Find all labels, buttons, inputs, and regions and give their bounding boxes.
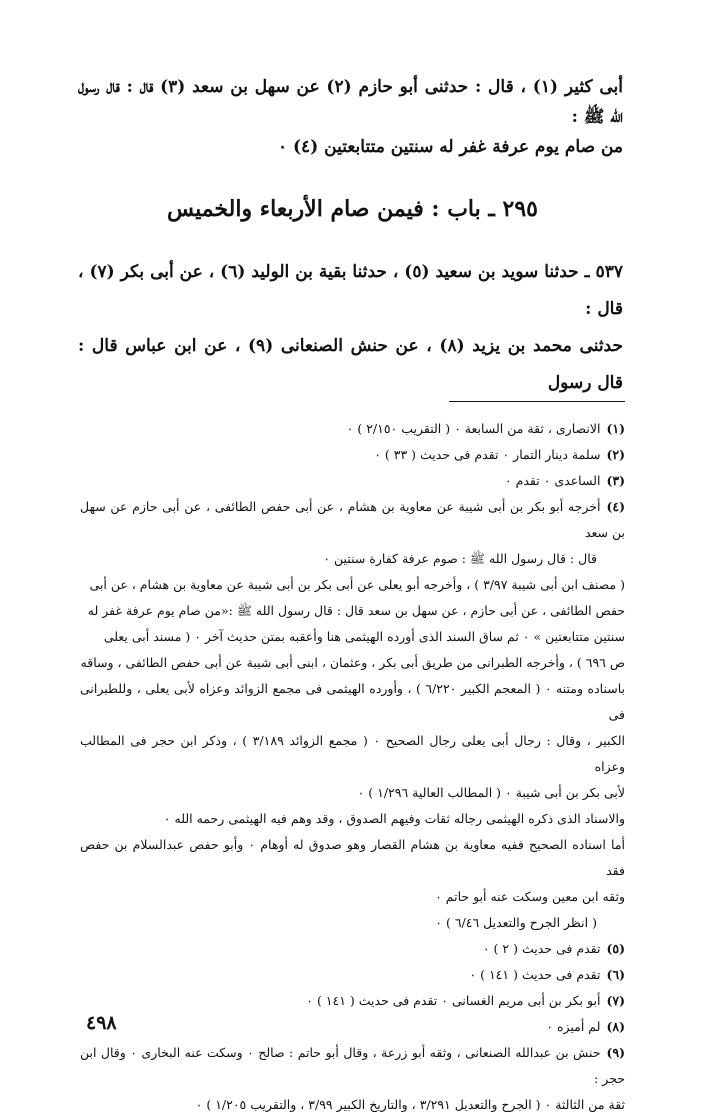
footnote-line: حفص الطائفى ، عن أبى حازم ، عن سهل بن سعد قال : قال رسول الله ﷺ :«من صام يوم عرفة غفر له [87,603,625,618]
footnote-text: حنش بن عبدالله الصنعانى ، وثقه أبو زرعة ، وقال أبو حاتم : صالح ٠ وسكت عنه البخارى ٠ وقال ابن حجر : [80,1045,625,1086]
hadith-line: حدثنى محمد بن يزيد (٨) ، عن حنش الصنعانى (٩) ، عن ابن عباس قال : قال رسول [78,336,623,393]
chapter-heading: ٢٩٥ ـ باب : فيمن صام الأربعاء والخميس [167,196,538,222]
footnote-line: أما اسناده الصحيح ففيه معاوية بن هشام القصار وهو صدوق له أوهام ٠ وأبو حفص عبدالسلام بن حفص فقد [80,837,625,878]
footnote-line: ص ٦٩٦ ) ، وأخرجه الطبرانى من طريق أبى بكر ، وعثمان ، ابنى أبى شيبة عن أبى حفص الطائفى ، وساقه [80,655,625,670]
hadith-line: ٥٣٧ ـ حدثنا سويد بن سعيد (٥) ، حدثنا بقية بن الوليد (٦) ، عن أبى بكر (٧) ، قال : [78,262,623,319]
footnote-line: والاسناد الذى ذكره الهيثمى رجاله ثقات وفيهم الصدوق ، وقد وهم فيه الهيثمى رحمه الله ٠ [163,811,625,826]
footnote-line: وثقه ابن معين وسكت عنه أبو حاتم ٠ [435,889,625,904]
footnote-5 [80,936,625,962]
footnote-8 [80,1014,625,1040]
footnote-3 [80,468,625,494]
footnote-text: سلمة دينار التمار ٠ تقدم فى حديث ( ٣٣ ) ٠ [374,447,601,462]
footnote-number: (٥) [606,941,625,956]
footnote-text: لم أميزه ٠ [546,1019,601,1034]
footnote-line: باسناده ومتنه ٠ ( المعجم الكبير ٦/٢٢٠ ) ، وأورده الهيثمى فى مجمع الزوائد وعزاه لأبى يعلى ، وللطبرانى فى [80,681,625,722]
footnote-7 [80,988,625,1014]
page-number: ٤٩٨ [86,1012,117,1034]
footnote-number: (٦) [606,967,625,982]
footnote-number: (٩) [606,1045,626,1060]
footnote-2 [80,442,625,468]
footnotes [80,416,625,1118]
main-text-line: أبى كثير (١) ، قال : حدثنى أبو حازم (٢) عن سهل بن سعد (٣) قال : قال رسول الله ﷺ : [78,77,624,127]
hadith-text [78,254,623,402]
main-text [78,72,623,162]
footnote-line: ثقة من الثالثة ٠ ( الجرح والتعديل ٣/٢٩١ ، والتاريخ الكبير ٣/٩٩ ، والتقريب ١/٢٠٥ ) ٠ [195,1097,625,1112]
footnote-text: تقدم فى حديث ( ٢ ) ٠ [482,941,601,956]
footnote-line: قال : قال رسول الله ﷺ : صوم عرفة كفارة سنتين ٠ [323,551,597,566]
footnote-text: الانصارى ، ثقة من السابعة ٠ ( التقريب ٢/١٥٠ ) ٠ [346,421,601,436]
footnote-text: تقدم فى حديث ( ١٤١ ) ٠ [469,967,601,982]
footnote-number: (٣) [606,473,625,488]
footnote-9 [80,1040,625,1092]
footnote-text: أخرجه أبو بكر بن أبى شيبة عن معاوية بن هشام ، عن أبى حفص الطائفى ، عن أبى حازم عن سهل بن سعد [80,499,625,540]
footnote-text: أبو بكر بن أبى مريم الغسانى ٠ تقدم فى حديث ( ١٤١ ) ٠ [306,993,601,1008]
footnote-number: (١) [606,421,625,436]
main-text-line: من صام يوم عرفة غفر له سنتين متتابعتين (٤) ٠ [277,137,623,157]
footnote-line: ( انظر الجرح والتعديل ٦/٤٦ ) ٠ [435,915,597,930]
footnote-text: الساعدى ٠ تقدم ٠ [504,473,601,488]
footnote-number: (٧) [606,993,625,1008]
footnote-6 [80,962,625,988]
footnote-number: (٤) [606,499,625,514]
footnote-line: سنتين متتابعتين » ٠ ثم ساق السند الذى أورده الهيثمى هنا وأعقبه بمتن حديث آخر ٠ ( مسند أبى يعلى [103,629,625,644]
footnote-1 [80,416,625,442]
footnote-line: الكبير ، وقال : رجال أبى يعلى رجال الصحيح ٠ ( مجمع الزوائد ٣/١٨٩ ) ، وذكر ابن حجر فى المطالب وعزاه [80,733,626,774]
footnote-number: (٢) [606,447,625,462]
footnote-line: لأبى بكر بن أبى شيبة ٠ ( المطالب العالية ١/٢٩٦ ) ٠ [357,785,625,800]
footnote-line: ( مصنف ابن أبى شيبة ٣/٩٧ ) ، وأخرجه أبو يعلى عن أبى بكر بن أبى شيبة عن معاوية بن هشام ، عن أبى [89,577,625,592]
footnote-separator [449,401,625,402]
footnote-4 [80,494,625,546]
footnote-number: (٨) [606,1019,625,1034]
